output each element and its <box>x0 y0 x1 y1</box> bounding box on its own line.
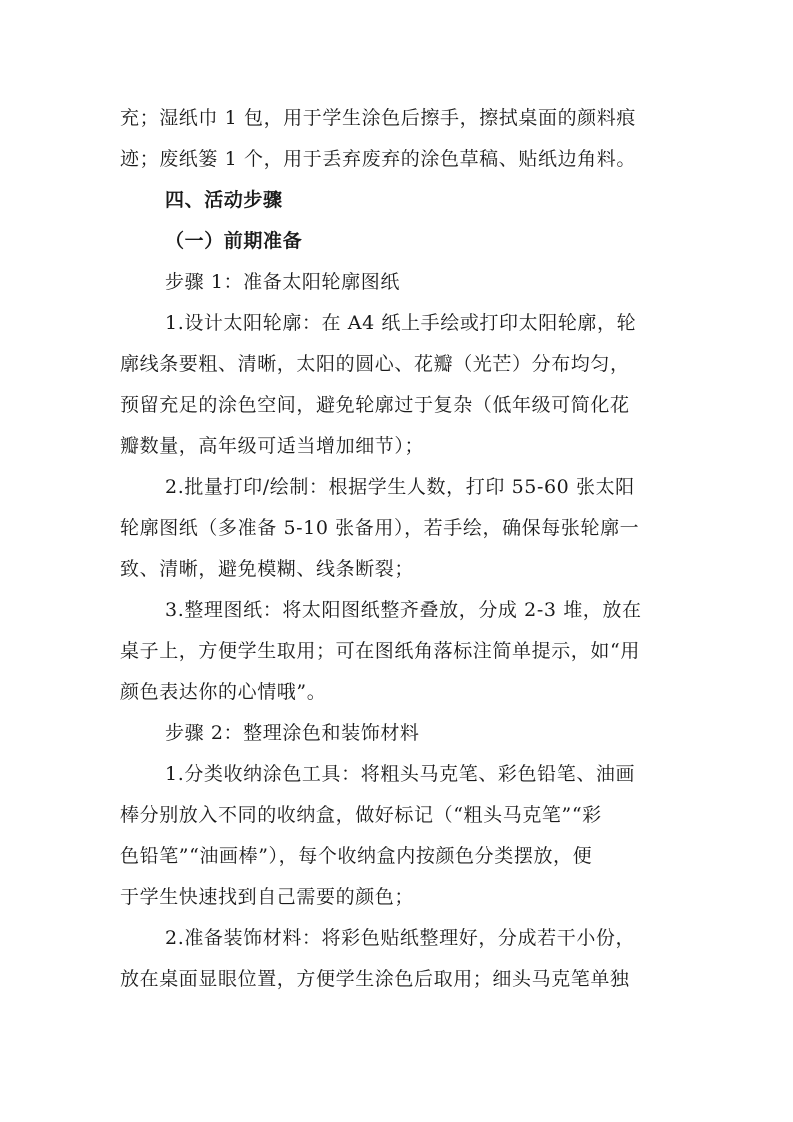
step-title: 步骤 2：整理涂色和装饰材料 <box>165 722 420 744</box>
subsection-heading: （一）前期准备 <box>165 230 303 252</box>
text-line: 颜色表达你的心情哦”。 <box>120 681 327 703</box>
text-line: 轮廓图纸（多准备 5-10 张备用），若手绘，确保每张轮廓一 <box>120 517 640 539</box>
text-line: 棒分别放入不同的收纳盒，做好标记（“粗头马克笔”“彩 <box>120 804 602 826</box>
text-line: 放在桌面显眼位置，方便学生涂色后取用；细头马克笔单独 <box>120 968 630 990</box>
section-heading: 四、活动步骤 <box>165 189 283 211</box>
text-line: 廓线条要粗、清晰，太阳的圆心、花瓣（光芒）分布均匀， <box>120 353 630 375</box>
text-line: 2.批量打印/绘制：根据学生人数，打印 55-60 张太阳 <box>165 476 635 498</box>
text-line: 预留充足的涂色空间，避免轮廓过于复杂（低年级可简化花 <box>120 394 630 416</box>
text-line: 3.整理图纸：将太阳图纸整齐叠放，分成 2-3 堆，放在 <box>165 599 642 621</box>
step-title: 步骤 1：准备太阳轮廓图纸 <box>165 271 400 293</box>
text-line: 于学生快速找到自己需要的颜色； <box>120 886 415 908</box>
text-line: 致、清晰，避免模糊、线条断裂； <box>120 558 415 580</box>
text-line: 迹；废纸篓 1 个，用于丢弃废弃的涂色草稿、贴纸边角料。 <box>120 148 636 170</box>
text-line: 1.分类收纳涂色工具：将粗头马克笔、彩色铅笔、油画 <box>165 763 636 785</box>
text-line: 色铅笔”“油画棒”），每个收纳盒内按颜色分类摆放，便 <box>120 845 593 867</box>
text-line: 2.准备装饰材料：将彩色贴纸整理好，分成若干小份， <box>165 927 636 949</box>
text-line: 1.设计太阳轮廓：在 A4 纸上手绘或打印太阳轮廓，轮 <box>165 312 637 334</box>
text-line: 桌子上，方便学生取用；可在图纸角落标注简单提示，如“用 <box>120 640 640 662</box>
text-line: 瓣数量，高年级可适当增加细节）； <box>120 435 425 457</box>
text-line: 充；湿纸巾 1 包，用于学生涂色后擦手，擦拭桌面的颜料痕 <box>120 107 636 129</box>
